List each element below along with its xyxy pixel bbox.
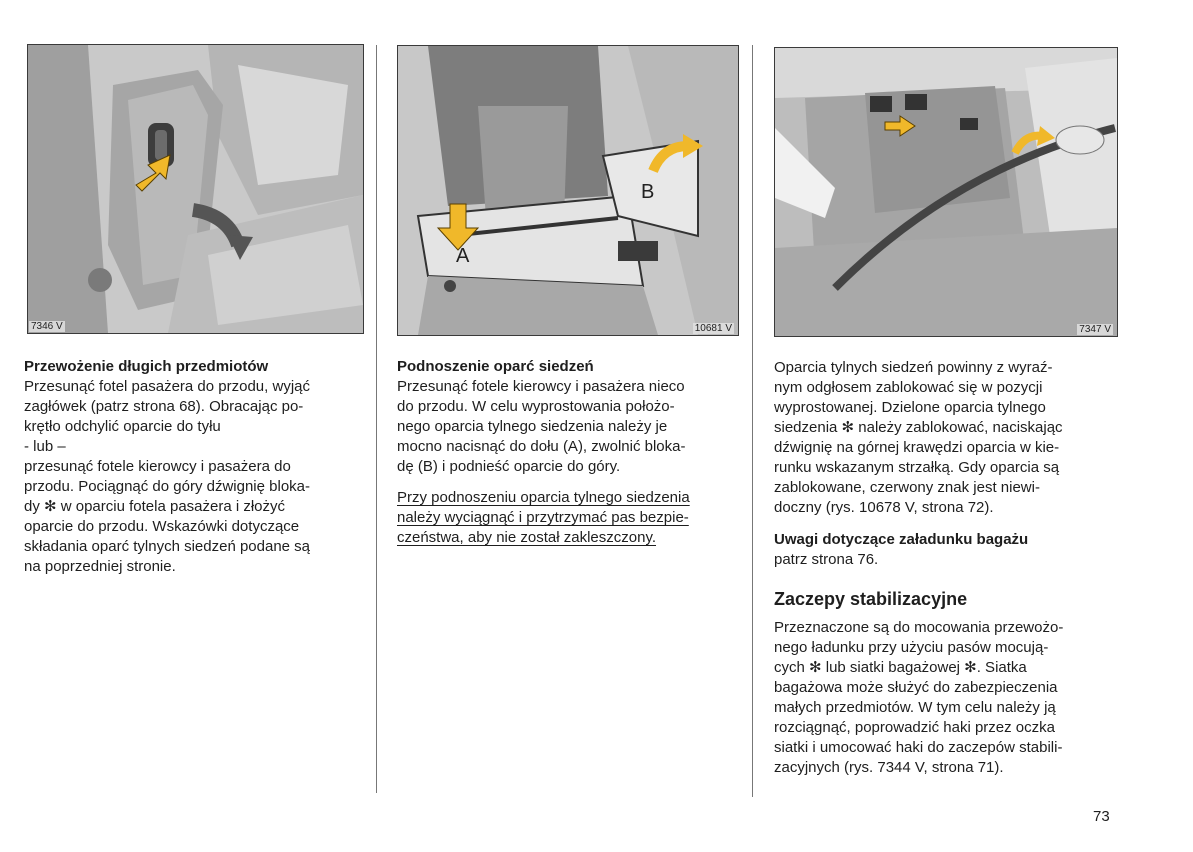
warning-note	[397, 488, 742, 548]
text-line: rozciągnąć, poprowadzić haki przez oczka	[774, 719, 1055, 736]
text-line: nego ładunku przy użyciu pasów mocują-	[774, 639, 1049, 656]
heading-raise-backrests: Podnoszenie oparć siedzeń	[397, 358, 594, 375]
text-line: bagażowa może służyć do zabezpieczenia	[774, 679, 1058, 696]
seat-fold-illustration	[28, 45, 363, 333]
backrest-lock-illustration	[775, 48, 1117, 336]
text-line: dę (B) i podnieść oparcie do góry.	[397, 458, 621, 475]
warning-line: Przy podnoszeniu oparcia tylnego siedzenia	[397, 489, 690, 506]
text-line: przodu. Pociągnąć do góry dźwignię bloka-	[24, 478, 311, 495]
text-line: siedzenia ✻ należy zablokować, naciskając	[774, 419, 1063, 436]
text-line: do przodu. W celu wyprostowania położo-	[397, 398, 675, 415]
text-line: składania oparć tylnych siedzeń podane są	[24, 538, 311, 555]
text-line: nego oparcia tylnego siedzenia należy je	[397, 418, 668, 435]
text-line: zablokowane, czerwony znak jest niewi-	[774, 479, 1040, 496]
label-a: A	[456, 245, 470, 267]
text-line: na poprzedniej stronie.	[24, 558, 176, 575]
heading-luggage-notes: Uwagi dotyczące załadunku bagażu	[774, 531, 1029, 548]
text-line: krętło odchylić oparcie do tyłu	[24, 418, 221, 435]
label-b: B	[641, 181, 655, 203]
page-number: 73	[1093, 808, 1110, 825]
text-line: Przesunąć fotele kierowcy i pasażera nieco	[397, 378, 685, 395]
text-line: Oparcia tylnych siedzeń powinny z wyraź-	[774, 359, 1053, 376]
text-line: małych przedmiotów. W tym celu należy ją	[774, 699, 1056, 716]
text-line: przesunąć fotele kierowcy i pasażera do	[24, 458, 291, 475]
text-line: patrz strona 76.	[774, 551, 879, 568]
text-line: mocno nacisnąć do dołu (A), zwolnić bloka-	[397, 438, 686, 455]
column-2	[397, 357, 742, 548]
text-line: Przeznaczone są do mocowania przewożo-	[774, 619, 1064, 636]
text-line: siatki i umocować haki do zaczepów stabili-	[774, 739, 1063, 756]
figure-backrest-raise	[397, 45, 739, 336]
column-3	[774, 358, 1119, 778]
figure-backrest-lock	[774, 47, 1118, 337]
warning-line: należy wyciągnąć i przytrzymać pas bezpie-	[397, 509, 689, 526]
warning-line: czeństwa, aby nie został zakleszczony.	[397, 529, 657, 546]
text-line: oparcie do przodu. Wskazówki dotyczące	[24, 518, 300, 535]
text-line: Przesunąć fotel pasażera do przodu, wyjąć	[24, 378, 310, 395]
column-divider-2	[752, 45, 753, 797]
heading-stabilizing-hooks: Zaczepy stabilizacyjne	[774, 589, 968, 609]
text-line: - lub –	[24, 438, 66, 455]
text-line: zacyjnych (rys. 7344 V, strona 71).	[774, 759, 1004, 776]
text-line: dy ✻ w oparciu fotela pasażera i złożyć	[24, 498, 286, 515]
text-line: nym odgłosem zablokować się w pozycji	[774, 379, 1043, 396]
text-line: doczny (rys. 10678 V, strona 72).	[774, 499, 994, 516]
text-line: cych ✻ lub siatki bagażowej ✻. Siatka	[774, 659, 1027, 676]
text-line: zagłówek (patrz strona 68). Obracając po-	[24, 398, 304, 415]
figure-code: 10681 V	[694, 323, 732, 334]
figure-code: 7346 V	[31, 321, 63, 332]
figure-seat-fold	[27, 44, 364, 334]
text-line: runku wskazanym strzałką. Gdy oparcia są	[774, 459, 1060, 476]
column-divider-1	[376, 45, 377, 793]
text-line: dźwignię na górnej krawędzi oparcia w kie-	[774, 439, 1060, 456]
column-1	[24, 357, 369, 577]
figure-code: 7347 V	[1079, 324, 1111, 335]
heading-long-items: Przewożenie długich przedmiotów	[24, 358, 269, 375]
text-line: wyprostowanej. Dzielone oparcia tylnego	[774, 399, 1046, 416]
backrest-raise-illustration	[398, 46, 738, 335]
